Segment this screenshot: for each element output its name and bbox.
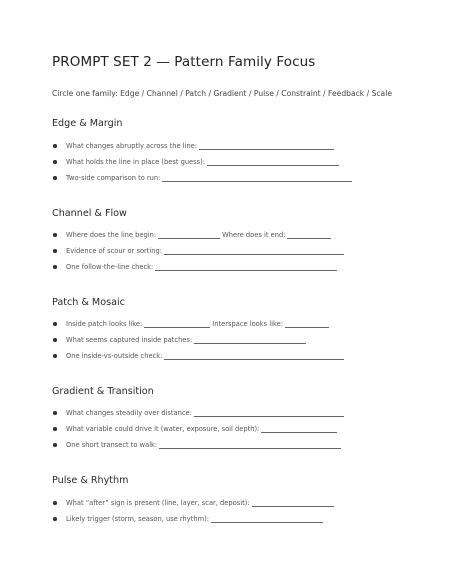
answer-blank[interactable] bbox=[155, 263, 337, 271]
section-heading: Patch & Mosaic bbox=[52, 297, 125, 308]
section-edge-margin bbox=[52, 118, 402, 182]
answer-blank[interactable] bbox=[164, 352, 344, 360]
section-heading: Gradient & Transition bbox=[52, 386, 154, 397]
prompt-label: One follow-the-line check: bbox=[66, 263, 154, 271]
bullet-icon bbox=[53, 249, 57, 253]
answer-blank[interactable] bbox=[287, 231, 331, 239]
bullet-icon bbox=[53, 354, 57, 358]
answer-blank[interactable] bbox=[199, 142, 334, 150]
section-patch-mosaic bbox=[52, 297, 402, 360]
page-title: PROMPT SET 2 — Pattern Family Focus bbox=[52, 54, 316, 70]
section-channel-flow bbox=[52, 208, 402, 271]
prompt-item bbox=[66, 423, 339, 433]
prompt-label: What holds the line in place (best guess): bbox=[66, 158, 206, 166]
section-gradient-transition bbox=[52, 386, 402, 449]
prompt-label: One inside-vs-outside check: bbox=[66, 352, 163, 360]
answer-blank[interactable] bbox=[158, 231, 220, 239]
prompt-item bbox=[66, 350, 346, 360]
section-heading: Channel & Flow bbox=[52, 208, 127, 219]
prompt-label: One short transect to walk: bbox=[66, 441, 158, 449]
prompt-item bbox=[66, 156, 341, 166]
prompt-item bbox=[66, 261, 339, 271]
answer-blank[interactable] bbox=[252, 499, 334, 507]
prompt-label: Inside patch looks like: bbox=[66, 320, 143, 328]
prompt-label: Likely trigger (storm, season, use rhythm): bbox=[66, 515, 209, 523]
prompt-item bbox=[66, 497, 336, 507]
answer-blank[interactable] bbox=[159, 441, 341, 449]
bullet-icon bbox=[53, 411, 57, 415]
prompt-item bbox=[66, 318, 331, 328]
section-pulse-rhythm bbox=[52, 475, 402, 523]
bullet-icon bbox=[53, 144, 57, 148]
prompt-item bbox=[66, 245, 346, 255]
prompt-item bbox=[66, 334, 308, 344]
prompt-label: What changes steadily over distance: bbox=[66, 409, 192, 417]
prompt-label: What variable could drive it (water, exposure, soil depth): bbox=[66, 425, 260, 433]
bullet-icon bbox=[53, 338, 57, 342]
answer-blank[interactable] bbox=[211, 515, 323, 523]
bullet-icon bbox=[53, 160, 57, 164]
prompt-item bbox=[66, 513, 325, 523]
prompt-item bbox=[66, 172, 354, 182]
prompt-item bbox=[66, 140, 336, 150]
prompt-label: Where does it end: bbox=[222, 231, 286, 239]
instructions-line: Circle one family: Edge / Channel / Patch / Gradient / Pulse / Constraint / Feedback / Scale bbox=[52, 89, 392, 98]
answer-blank[interactable] bbox=[194, 336, 306, 344]
answer-blank[interactable] bbox=[207, 158, 339, 166]
answer-blank[interactable] bbox=[194, 409, 344, 417]
prompt-label: Two-side comparison to run: bbox=[66, 174, 161, 182]
bullet-icon bbox=[53, 176, 57, 180]
prompt-item bbox=[66, 439, 343, 449]
prompt-label: What “after” sign is present (line, layer, scar, deposit): bbox=[66, 499, 250, 507]
bullet-icon bbox=[53, 265, 57, 269]
prompt-label: Where does the line begin: bbox=[66, 231, 157, 239]
prompt-item bbox=[66, 229, 333, 239]
answer-blank[interactable] bbox=[144, 320, 210, 328]
bullet-icon bbox=[53, 517, 57, 521]
answer-blank[interactable] bbox=[164, 247, 344, 255]
answer-blank[interactable] bbox=[285, 320, 329, 328]
section-heading: Edge & Margin bbox=[52, 118, 123, 129]
prompt-label: What seems captured inside patches: bbox=[66, 336, 193, 344]
prompt-label: What changes abruptly across the line: bbox=[66, 142, 198, 150]
bullet-icon bbox=[53, 233, 57, 237]
bullet-icon bbox=[53, 443, 57, 447]
prompt-label: Evidence of scour or sorting: bbox=[66, 247, 163, 255]
prompt-item bbox=[66, 407, 346, 417]
bullet-icon bbox=[53, 427, 57, 431]
answer-blank[interactable] bbox=[162, 174, 352, 182]
bullet-icon bbox=[53, 501, 57, 505]
section-heading: Pulse & Rhythm bbox=[52, 475, 129, 486]
answer-blank[interactable] bbox=[261, 425, 337, 433]
bullet-icon bbox=[53, 322, 57, 326]
prompt-label: Interspace looks like: bbox=[212, 320, 283, 328]
